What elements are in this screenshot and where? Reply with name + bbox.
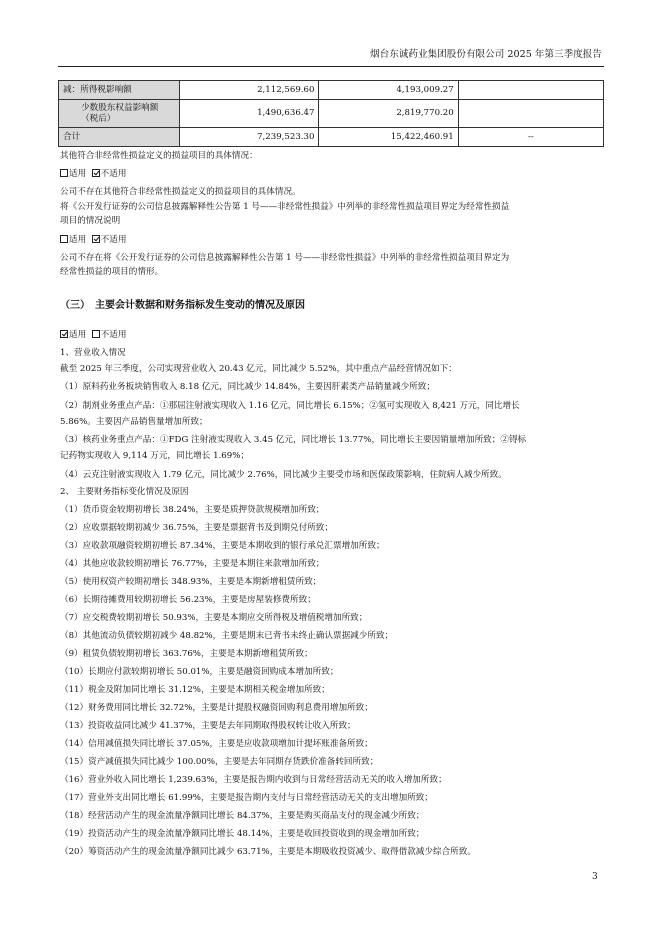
indicator-item: （6）长期待摊费用较期初增长 56.23%，主要是房屋装修费所致；	[60, 595, 316, 605]
table-row	[59, 81, 604, 100]
indicator-item: （20）筹资活动产生的现金流量净额同比减少 63.71%，主要是本期吸收投资减少、取得借款减少综合所致。	[60, 847, 476, 857]
non-recurring-gains-table	[58, 80, 604, 147]
other-items-note: 公司不存在其他符合非经常性损益定义的损益项目的具体情况。	[60, 187, 301, 197]
table-cell-label-text: 少数股东权益影响额（税后）	[81, 102, 159, 124]
revenue-heading: 1、营业收入情况	[60, 348, 126, 358]
revenue-line: （2）制剂业务重点产品：①那屈注射液实现收入 1.16 亿元，同比增长 6.15%；②氢可实现收入 8,421 万元，同比增长	[60, 401, 520, 411]
indicator-item: （11）税金及附加同比增长 31.12%，主要是本期相关税金增加所致；	[60, 685, 330, 695]
checkbox-applicable	[60, 330, 68, 338]
indicator-item: （5）使用权资产较期初增长 348.93%，主要是本期新增租赁所致；	[60, 577, 322, 587]
checkbox-applicable	[60, 235, 68, 243]
checkbox-not-applicable	[92, 235, 100, 243]
checkbox-not-applicable	[92, 330, 100, 338]
revenue-line: （4）云克注射液实现收入 1.79 亿元，同比减少 2.76%，同比减少主要受市场和医保政策影响，住院病人减少所致。	[60, 470, 507, 480]
table-row	[59, 128, 604, 147]
header-divider	[58, 66, 604, 67]
checkbox-applicable-label: 适用	[69, 169, 87, 179]
checkbox-group-3	[60, 329, 606, 341]
indicator-item: （1）货币资金较期初增长 38.24%，主要是质押贷款规模增加所致；	[60, 505, 325, 515]
table-cell-label: 减：所得税影响额	[59, 81, 180, 100]
checkbox-applicable	[60, 169, 68, 177]
checkbox-not-applicable-label: 不适用	[100, 330, 127, 340]
checkbox-not-applicable-label: 不适用	[100, 235, 127, 245]
revenue-line: 记药物实现收入 9,114 万元，同比增长 1.69%；	[60, 451, 250, 461]
table-cell-label: 合计	[59, 128, 180, 147]
indicators-heading: 2、 主要财务指标变化情况及原因	[60, 487, 189, 497]
table-cell-value: 2,819,770.20	[319, 100, 458, 128]
indicator-item: （7）应交税费较期初增长 50.93%，主要是本期应交所得税及增值税增加所致；	[60, 613, 368, 623]
revenue-line: 截至 2025 年三季度，公司实现营业收入 20.43 亿元，同比减少 5.52%，其中重点产品经营情况如下：	[60, 364, 457, 374]
indicator-item: （12）财务费用同比增长 32.72%，主要是计提股权融资回购利息费用增加所致；	[60, 703, 373, 713]
table-cell-value: 1,490,636.47	[180, 100, 319, 128]
checkbox-not-applicable	[92, 169, 100, 177]
revenue-line: 5.86%。主要因产品销售量增加所致；	[60, 417, 208, 427]
page-header-title: 烟台东诚药业集团股份有限公司 2025 年第三季度报告	[370, 49, 602, 60]
indicator-item: （15）资产减值损失同比减少 100.00%，主要是去年同期存货跌价准备转回所致；	[60, 757, 379, 767]
indicator-item: （2）应收票据较期初减少 36.75%，主要是票据背书及到期兑付所致；	[60, 523, 333, 533]
other-items-title: 其他符合非经常性损益定义的损益项目的具体情况：	[60, 151, 258, 161]
reclass-note-line2: 经常性损益的项目的情形。	[60, 267, 164, 277]
checkbox-applicable-label: 适用	[69, 330, 87, 340]
indicator-item: （13）投资收益同比减少 41.37%，主要是去年同期取得股权转让收入所致；	[60, 721, 356, 731]
page-number: 3	[592, 872, 598, 882]
table-cell-value: 7,239,523.30	[180, 128, 319, 147]
table-row	[59, 100, 604, 128]
table-cell-value: 15,422,460.91	[319, 128, 458, 147]
reclass-para-line1: 将《公开发行证券的公司信息披露解释性公告第 1 号——非经常性损益》中列举的非经常性损益项目界定为经常性损益	[60, 202, 510, 212]
indicator-item: （16）营业外收入同比增长 1,239.63%，主要是报告期内收到与日常经营活动无关的收入增加所致；	[60, 775, 447, 785]
checkbox-applicable-label: 适用	[69, 235, 87, 245]
table-cell-value: 2,112,569.60	[180, 81, 319, 100]
indicator-item: （9）租赁负债较期初增长 363.76%，主要是本期新增租赁所致；	[60, 649, 313, 659]
table-cell-note	[458, 100, 603, 128]
table-cell-label	[59, 100, 180, 128]
indicator-item: （4）其他应收款较期初增长 76.77%，主要是本期往来款增加所致；	[60, 559, 325, 569]
revenue-line: （1）原料药业务板块销售收入 8.18 亿元，同比减少 14.84%，主要因肝素类产品销量减少所致；	[60, 382, 435, 392]
indicator-item: （8）其他流动负债较期初减少 48.82%，主要是期末已背书未终止确认票据减少所致；	[60, 631, 394, 641]
indicator-item: （17）营业外支出同比增长 61.99%，主要是报告期内支付与日常经营活动无关的支出增加所致；	[60, 793, 433, 803]
table-cell-value: 4,193,009.27	[319, 81, 458, 100]
indicator-item: （3）应收款项融资较期初增长 87.34%，主要是本期收到的银行承兑汇票增加所致；	[60, 541, 385, 551]
indicator-item: （10）长期应付款较期初增长 50.01%，主要是融资回购成本增加所致；	[60, 667, 339, 677]
checkbox-group-1	[60, 168, 606, 180]
checkbox-not-applicable-label: 不适用	[100, 169, 127, 179]
reclass-note-line1: 公司不存在将《公开发行证券的公司信息披露解释性公告第 1 号——非经常性损益》中列举的非经常性损益项目界定为	[60, 253, 510, 263]
section-heading: （三） 主要会计数据和财务指标发生变动的情况及原因	[60, 300, 305, 311]
reclass-para-line2: 项目的情况说明	[60, 216, 121, 226]
indicator-item: （18）经营活动产生的现金流量净额同比增长 84.37%，主要是购买商品支付的现金减少所致；	[60, 811, 425, 821]
revenue-line: （3）核药业务重点产品：①FDG 注射液实现收入 3.45 亿元，同比增长 13.77%，同比增长主要因销量增加所致；②锝标	[60, 435, 527, 445]
table-cell-note: --	[458, 128, 603, 147]
checkbox-group-2	[60, 234, 606, 246]
indicator-item: （19）投资活动产生的现金流量净额同比增长 48.14%，主要是收回投资收到的现金增加所致；	[60, 829, 425, 839]
table-cell-note	[458, 81, 603, 100]
indicator-item: （14）信用减值损失同比增长 37.05%，主要是应收款项增加计提坏账准备所致；	[60, 739, 373, 749]
